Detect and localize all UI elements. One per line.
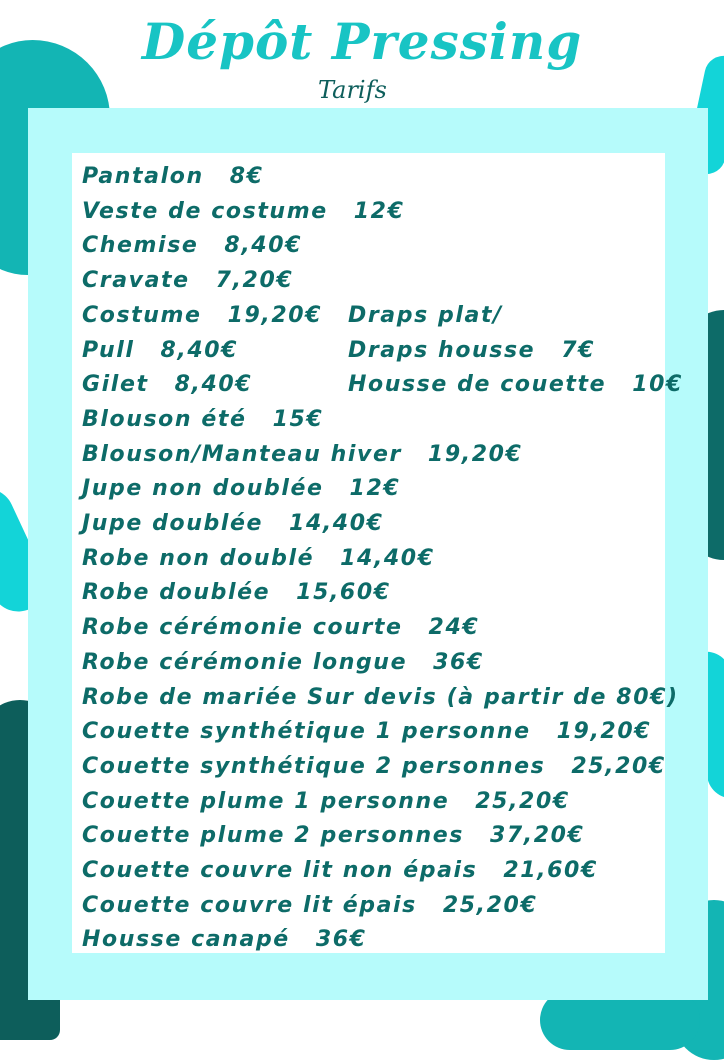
item-price: 19,20€ [227, 302, 323, 328]
item-price: 7€ [561, 337, 596, 363]
item-price: 25,20€ [475, 788, 570, 814]
price-item [82, 544, 435, 574]
price-item [82, 370, 252, 400]
item-name: Blouson/Manteau hiver [82, 441, 402, 467]
item-price: 36€ [315, 927, 367, 953]
price-item [82, 578, 391, 608]
item-name: Robe cérémonie longue [82, 649, 408, 675]
item-price: 36€ [433, 649, 484, 675]
item-name: Blouson été [82, 406, 247, 432]
item-name: Robe non doublé [82, 545, 315, 571]
item-price: 21,60€ [503, 858, 598, 883]
price-item [82, 336, 238, 366]
price-item [82, 925, 367, 955]
item-price: 12€ [349, 476, 401, 502]
item-price: 37,20€ [489, 823, 585, 849]
price-item [82, 301, 322, 331]
item-price: 25,20€ [571, 753, 666, 779]
item-name: Robe de mariée Sur devis (à partir de 80€) [82, 684, 679, 710]
price-item [82, 162, 264, 192]
item-price: 15€ [272, 406, 324, 432]
price-item [82, 405, 323, 435]
item-price: 14,40€ [289, 511, 384, 536]
price-item [82, 266, 293, 296]
item-name: Costume [82, 302, 202, 328]
item-name: Couette plume 1 personne [82, 788, 450, 814]
item-price: 15,60€ [296, 580, 391, 606]
price-item [82, 787, 570, 817]
item-name: Couette synthétique 1 personne [82, 719, 531, 745]
item-price: 25,20€ [442, 892, 538, 918]
price-item [82, 231, 302, 261]
page-subtitle: Tarifs [318, 76, 387, 104]
item-price: 8,40€ [174, 372, 253, 398]
item-price: 14,40€ [340, 545, 435, 571]
price-item [82, 440, 522, 470]
item-price: 10€ [632, 372, 683, 398]
price-item [348, 301, 503, 331]
item-name: Gilet [82, 372, 149, 398]
price-item [82, 821, 584, 851]
item-name: Draps housse [348, 337, 536, 363]
item-name: Draps plat/ [348, 302, 503, 328]
price-item [82, 509, 384, 539]
price-item [82, 717, 651, 747]
item-price: 19,20€ [556, 719, 652, 745]
item-name: Housse canapé [82, 927, 290, 953]
price-item [82, 752, 666, 782]
price-item [82, 856, 598, 886]
price-item [82, 613, 479, 643]
item-name: Housse de couette [348, 372, 607, 398]
price-item [348, 370, 683, 400]
item-name: Robe cérémonie courte [82, 615, 403, 641]
price-item [82, 648, 484, 678]
item-name: Jupe non doublée [82, 476, 324, 502]
item-name: Couette couvre lit épais [82, 892, 417, 918]
item-name: Pull [82, 337, 135, 363]
page-title: Dépôt Pressing [141, 12, 583, 71]
item-price: 8,40€ [160, 337, 239, 363]
item-price: 8€ [229, 164, 264, 189]
item-price: 19,20€ [427, 441, 523, 467]
item-name: Chemise [82, 233, 199, 259]
price-item [82, 474, 400, 504]
item-name: Couette couvre lit non épais [82, 858, 478, 883]
item-name: Jupe doublée [82, 511, 264, 536]
item-name: Couette synthétique 2 personnes [82, 753, 546, 779]
item-price: 12€ [353, 198, 405, 224]
item-name: Pantalon [82, 164, 204, 189]
item-price: 8,40€ [224, 233, 303, 259]
item-name: Robe doublée [82, 580, 271, 606]
price-item [82, 683, 679, 713]
price-item [82, 891, 537, 921]
item-price: 24€ [428, 615, 480, 641]
item-price: 7,20€ [215, 268, 294, 294]
item-name: Cravate [82, 268, 190, 294]
price-item [82, 197, 404, 227]
item-name: Veste de costume [82, 198, 328, 224]
item-name: Couette plume 2 personnes [82, 823, 464, 849]
price-item [348, 336, 595, 366]
